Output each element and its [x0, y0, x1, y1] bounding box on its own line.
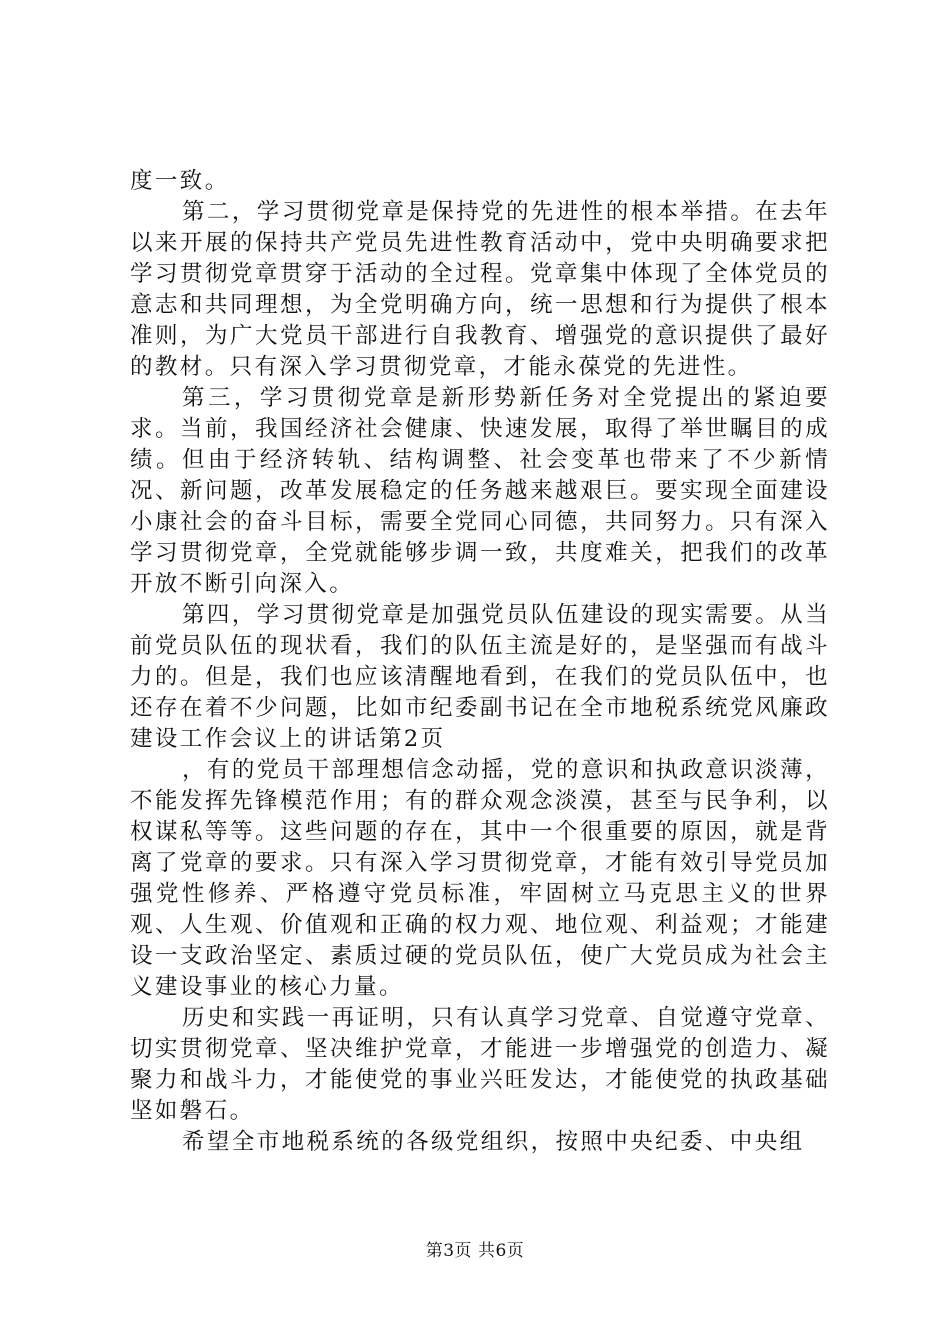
- paragraph-history: 历史和实践一再证明，只有认真学习党章、自觉遵守党章、切实贯彻党章、坚决维护党章，才能进一步增强党的创造力、凝聚力和战斗力，才能使党的事业兴旺发达，才能使党的执政基础坚如磐石。: [130, 1005, 830, 1124]
- paragraph-third-point: 第三，学习贯彻党章是新形势新任务对全党提出的紧迫要求。当前，我国经济社会健康、快速发展，取得了举世瞩目的成绩。但由于经济转轨、结构调整、社会变革也带来了不少新情况、新问题，改革发展稳定的任务越来越艰巨。要实现全面建设小康社会的奋斗目标，需要全党同心同德，共同努力。只有深入学习贯彻党章，全党就能够步调一致，共度难关，把我们的改革开放不断引向深入。: [130, 385, 830, 597]
- page-number-footer: 第3页 共6页: [425, 1241, 525, 1261]
- document-body: [130, 166, 830, 1158]
- paragraph-continuation: 度一致。: [130, 168, 230, 194]
- paragraph-second-point: 第二，学习贯彻党章是保持党的先进性的根本举措。在去年以来开展的保持共产党员先进性教育活动中，党中央明确要求把学习贯彻党章贯穿于活动的全过程。党章集中体现了全体党员的意志和共同理想，为全党明确方向，统一思想和行为提供了根本准则，为广大党员干部进行自我教育、增强党的意识提供了最好的教材。只有深入学习贯彻党章，才能永葆党的先进性。: [130, 199, 830, 380]
- paragraph-problems: ，有的党员干部理想信念动摇，党的意识和执政意识淡薄，不能发挥先锋模范作用；有的群众观念淡漠，甚至与民争利，以权谋私等等。这些问题的存在，其中一个很重要的原因，就是背离了党章的要求。只有深入学习贯彻党章，才能有效引导党员加强党性修养、严格遵守党员标准，牢固树立马克思主义的世界观、人生观、价值观和正确的权力观、地位观、利益观；才能建设一支政治坚定、素质过硬的党员队伍，使广大党员成为社会主义建设事业的核心力量。: [130, 757, 830, 1000]
- paragraph-fourth-point: 第四，学习贯彻党章是加强党员队伍建设的现实需要。从当前党员队伍的现状看，我们的队伍主流是好的，是坚强而有战斗力的。但是，我们也应该清醒地看到，在我们的党员队伍中，也还存在着不少问题，比如市纪委副书记在全市地税系统党风廉政建设工作会议上的讲话第2页: [130, 602, 830, 752]
- paragraph-hope: 希望全市地税系统的各级党组织，按照中央纪委、中央组: [182, 1129, 805, 1155]
